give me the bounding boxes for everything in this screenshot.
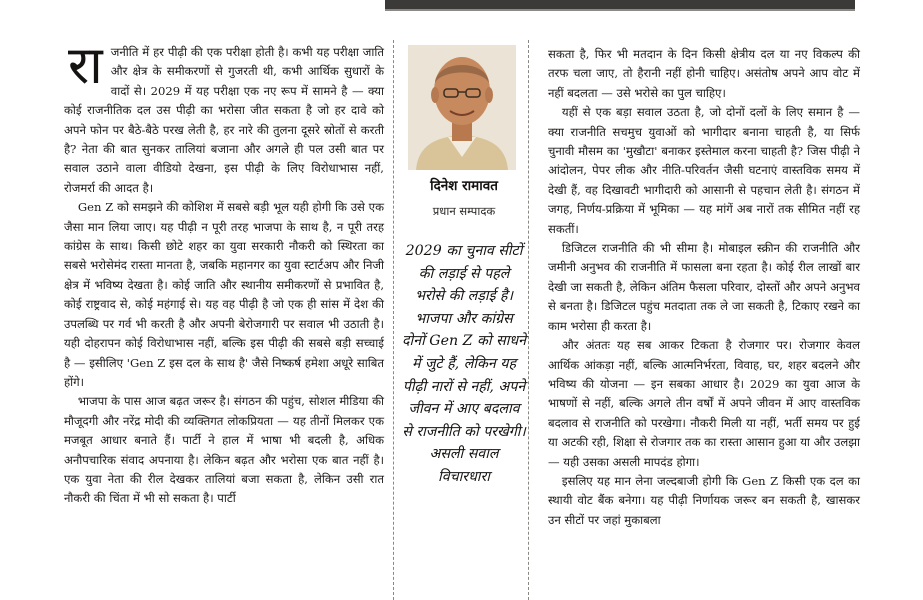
author-photo [408, 45, 516, 170]
top-banner-rule [385, 0, 855, 11]
column-divider [528, 40, 529, 600]
article-paragraph: और अंततः यह सब आकर टिकता है रोजगार पर। रोजगार केवल आर्थिक आंकड़ा नहीं, बल्कि आत्मनिर्भरता, विवाह, घर, शहर बदलने और भविष्य की योजना — इन सबका आधार है। 2029 का युवा आज के भाषणों से नहीं, बल्कि अगले तीन वर्षों में अपने जीवन में आए वास्तविक बदलाव से राजनीति को परखेगा। नौकरी मिली या नहीं, भर्ती समय पर हुई या अटकी रही, शिक्षा से रोजगार तक का रास्ता आसान हुआ या और उलझा — यही उसका असली मापदंड होगा। [548, 338, 860, 469]
article-paragraph: भाजपा के पास आज बढ़त जरूर है। संगठन की पहुंच, सोशल मीडिया की मौजूदगी और नरेंद्र मोदी की व्यक्तिगत लोकप्रियता — यह तीनों मिलकर एक मजबूत आधार बनाते हैं। पार्टी ने हाल में भाषा भी बदली है, अधिक अनौपचारिक संवाद अपनाया है। लेकिन बढ़त और भरोसा एक बात नहीं है। एक युवा नेता की रील देखकर तालियां बजा सकता है, लेकिन उसी रात नौकरी की चिंता में भी सो सकता है। पार्टी [64, 394, 384, 506]
article-column-left [64, 36, 384, 509]
column-divider [393, 40, 394, 600]
article-paragraph: सकता है, फिर भी मतदान के दिन किसी क्षेत्रीय दल या नए विकल्प की तरफ चला जाए, तो हैरानी नहीं होनी चाहिए। असंतोष अपने आप वोट में नहीं बदलता — उसे भरोसे का पुल चाहिए। [548, 47, 860, 100]
article-paragraph: डिजिटल राजनीति की भी सीमा है। मोबाइल स्क्रीन की राजनीति और जमीनी अनुभव की राजनीति में फासला बना रहता है। कोई रील लाखों बार देखी जा सकती है, लेकिन अंतिम फैसला परिवार, दोस्तों और अपने अनुभव से बनता है। डिजिटल पहुंच मतदाता तक ले जा सकती है, टिकाए रखने का काम भरोसा ही करता है। [548, 241, 860, 333]
article-paragraph: यहीं से एक बड़ा सवाल उठता है, जो दोनों दलों के लिए समान है — क्या राजनीति सचमुच युवाओं को भागीदार बनाना चाहती है, या सिर्फ चुनावी मौसम का 'मुखौटा' बनाकर इस्तेमाल करना चाहती है? जिस पीढ़ी ने आंदोलन, पेपर लीक और नीति-परिवर्तन जैसी घटनाएं वास्तविक समय में देखी हैं, वह दिखावटी भागीदारी को आसानी से पहचान लेती है। संगठन में जगह, निर्णय-प्रक्रिया में भूमिका — यह मांगें अब नारों तक सीमित नहीं रह सकतीं। [548, 105, 860, 236]
article-paragraph: राजनीति में हर पीढ़ी की एक परीक्षा होती है। कभी यह परीक्षा जाति और क्षेत्र के समीकरणों से गुजरती थी, कभी आर्थिक सुधारों के वादों से। 2029 में यह परीक्षा एक नए रूप में सामने है — क्या कोई राजनीतिक दल उस पीढ़ी का भरोसा जीत सकता है जो हर दावे को अपने फोन पर बैठे-बैठे परख लेती है, हर नारे की तुलना दूसरे स्रोतों से करती है? नेता की बात सुनकर तालियां बजाना और अगले ही पल उसी बात पर सवाल उठाने वाला वीडियो देखना, इस पीढ़ी के लिए विरोधाभास नहीं, रोजमर्रा की आदत है। [64, 36, 384, 195]
author-title: प्रधान सम्पादक [432, 204, 496, 218]
article-paragraph: इसलिए यह मान लेना जल्दबाजी होगी कि Gen Z किसी एक दल का स्थायी वोट बैंक बनेगा। यह पीढ़ी निर्णायक जरूर बन सकती है, खासकर उन सीटों पर जहां मुकाबला [548, 473, 860, 527]
dropcap: रा [68, 36, 103, 96]
author-name: दिनेश रामावत [430, 178, 498, 194]
article-paragraph: Gen Z को समझने की कोशिश में सबसे बड़ी भूल यही होगी कि उसे एक जैसा मान लिया जाए। यह पीढ़ी न पूरी तरह भाजपा के साथ है, न पूरी तरह कांग्रेस के साथ। किसी छोटे शहर का युवा सरकारी नौकरी को स्थिरता का सबसे भरोसेमंद रास्ता मानता है, जबकि महानगर का युवा स्टार्टअप और निजी क्षेत्र में भविष्य देखता है। कोई जाति और स्थानीय समीकरणों से प्रभावित है, कोई राष्ट्रवाद से, कोई महंगाई से। यह वह पीढ़ी है जो एक ही सांस में देश की उपलब्धि पर गर्व भी करती है और अपनी बेरोजगारी पर सवाल भी उठाती है। यही दोहरापन कोई विरोधाभास नहीं, बल्कि इस पीढ़ी की सबसे बड़ी सच्चाई है — इसीलिए 'Gen Z इस दल के साथ है' जैसे निष्कर्ष हमेशा अधूरे साबित होंगे। [64, 200, 384, 389]
article-column-right [548, 45, 860, 530]
pull-quote: 2029 का चुनाव सीटों की लड़ाई से पहले भरोसे की लड़ाई है। भाजपा और कांग्रेस दोनों Gen Z को साधने में जुटे हैं, लेकिन यह पीढ़ी नारों से नहीं, अपने जीवन में आए बदलाव से राजनीति को परखेगी। असली सवाल विचारधारा [402, 243, 526, 485]
